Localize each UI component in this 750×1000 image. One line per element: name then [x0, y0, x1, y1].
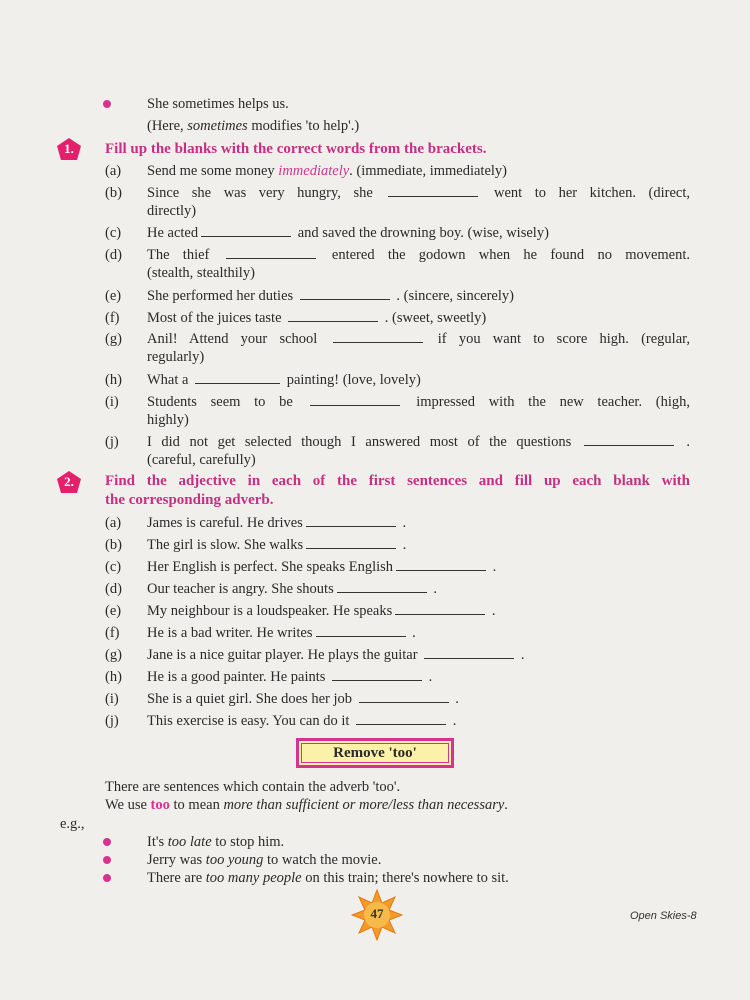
- item-label: (f): [105, 310, 120, 326]
- item-text: James is careful. He drives .: [147, 515, 407, 531]
- page-number: 47: [370, 906, 384, 921]
- item-label: (g): [105, 647, 122, 663]
- item-text: The thief entered the godown when he found no movement.: [147, 247, 691, 263]
- item-label: (i): [105, 394, 119, 410]
- item-label: (d): [105, 247, 122, 263]
- item-text: Our teacher is angry. She shouts .: [147, 581, 437, 597]
- answer-blank[interactable]: [395, 602, 485, 615]
- intro-bullet-text: She sometimes helps us.: [147, 96, 289, 112]
- answer-blank[interactable]: [306, 536, 396, 549]
- item-label: (c): [105, 225, 122, 241]
- exercise-2-heading-line1: Find the adjective in each of the first sentences and fill up each blank with: [105, 473, 690, 489]
- exercise-2-number: 2.: [64, 474, 74, 489]
- item-label: (e): [105, 603, 122, 619]
- item-text: Send me some money immediately. (immediate, immediately): [147, 163, 508, 179]
- item-label: (i): [105, 691, 119, 707]
- eg-label: e.g.,: [60, 816, 85, 832]
- item-text-cont: (careful, carefully): [147, 452, 256, 468]
- item-text-cont: (stealth, stealthily): [147, 265, 255, 281]
- item-label: (a): [105, 515, 122, 531]
- section-title-box: Remove 'too': [296, 738, 454, 768]
- answer-blank[interactable]: [332, 668, 422, 681]
- exercise-2-heading-line2: the corresponding adverb.: [105, 492, 274, 508]
- answer-blank[interactable]: [201, 224, 291, 237]
- bullet-icon: [103, 100, 111, 108]
- exercise-1-number-badge: [56, 137, 82, 161]
- item-text-cont: regularly): [147, 349, 205, 365]
- item-text: Jane is a nice guitar player. He plays the guitar .: [147, 647, 525, 663]
- exercise-2-number-badge: [56, 470, 82, 494]
- item-text: Anil! Attend your school if you want to score high. (regular,: [147, 331, 691, 347]
- bullet-icon: [103, 838, 111, 846]
- keyword-too: too: [150, 797, 170, 813]
- answer-blank[interactable]: [316, 624, 406, 637]
- item-label: (b): [105, 185, 122, 201]
- example-text: Jerry was too young to watch the movie.: [147, 852, 382, 868]
- explanation-text: There are sentences which contain the adverb 'too'.: [105, 779, 401, 795]
- item-label: (h): [105, 372, 122, 388]
- item-label: (b): [105, 537, 122, 553]
- answer-blank[interactable]: [388, 184, 478, 197]
- answer-blank[interactable]: [396, 558, 486, 571]
- item-text: Since she was very hungry, she went to her kitchen. (direct,: [147, 185, 691, 201]
- answer-blank[interactable]: [424, 646, 514, 659]
- answer-blank[interactable]: [356, 712, 446, 725]
- item-text: I did not get selected though I answered most of the questions .: [147, 434, 690, 450]
- item-label: (h): [105, 669, 122, 685]
- explanation-text: We use too to mean more than sufficient or more/less than necessary.: [105, 797, 508, 813]
- item-text: He is a bad writer. He writes .: [147, 625, 416, 641]
- item-text: She performed her duties . (sincere, sincerely): [147, 288, 514, 304]
- item-text: The girl is slow. She walks .: [147, 537, 407, 553]
- example-text: There are too many people on this train; there's nowhere to sit.: [147, 870, 509, 886]
- answer-blank[interactable]: [337, 580, 427, 593]
- item-text: He acted and saved the drowning boy. (wise, wisely): [147, 225, 549, 241]
- intro-note: (Here, sometimes modifies 'to help'.): [147, 118, 360, 134]
- answer-blank[interactable]: [226, 246, 316, 259]
- page-number-star: [351, 889, 403, 941]
- answer-blank[interactable]: [359, 690, 449, 703]
- example-text: It's too late to stop him.: [147, 834, 285, 850]
- item-text: He is a good painter. He paints .: [147, 669, 433, 685]
- item-label: (j): [105, 434, 119, 450]
- item-text: What a painting! (love, lovely): [147, 372, 421, 388]
- answer-blank[interactable]: [288, 309, 378, 322]
- bullet-icon: [103, 874, 111, 882]
- item-text-cont: directly): [147, 203, 197, 219]
- item-text: This exercise is easy. You can do it .: [147, 713, 457, 729]
- item-label: (e): [105, 288, 122, 304]
- item-label: (j): [105, 713, 119, 729]
- answer-blank[interactable]: [584, 433, 674, 446]
- answer-blank[interactable]: [300, 287, 390, 300]
- exercise-1-number: 1.: [64, 141, 74, 156]
- answer-blank[interactable]: [333, 330, 423, 343]
- answer-text: immediately: [278, 163, 350, 179]
- book-title: Open Skies-8: [630, 910, 697, 922]
- item-label: (d): [105, 581, 122, 597]
- item-text: She is a quiet girl. She does her job .: [147, 691, 459, 707]
- item-label: (a): [105, 163, 122, 179]
- answer-blank[interactable]: [195, 371, 280, 384]
- exercise-1-heading: Fill up the blanks with the correct words from the brackets.: [105, 141, 487, 157]
- item-text: Students seem to be impressed with the new teacher. (high,: [147, 394, 691, 410]
- answer-blank[interactable]: [310, 393, 400, 406]
- item-text: Most of the juices taste . (sweet, sweetly): [147, 310, 487, 326]
- item-text: My neighbour is a loudspeaker. He speaks .: [147, 603, 496, 619]
- item-label: (f): [105, 625, 120, 641]
- bullet-icon: [103, 856, 111, 864]
- item-text-cont: highly): [147, 412, 189, 428]
- item-label: (g): [105, 331, 122, 347]
- item-label: (c): [105, 559, 122, 575]
- answer-blank[interactable]: [306, 514, 396, 527]
- item-text: Her English is perfect. She speaks English .: [147, 559, 497, 575]
